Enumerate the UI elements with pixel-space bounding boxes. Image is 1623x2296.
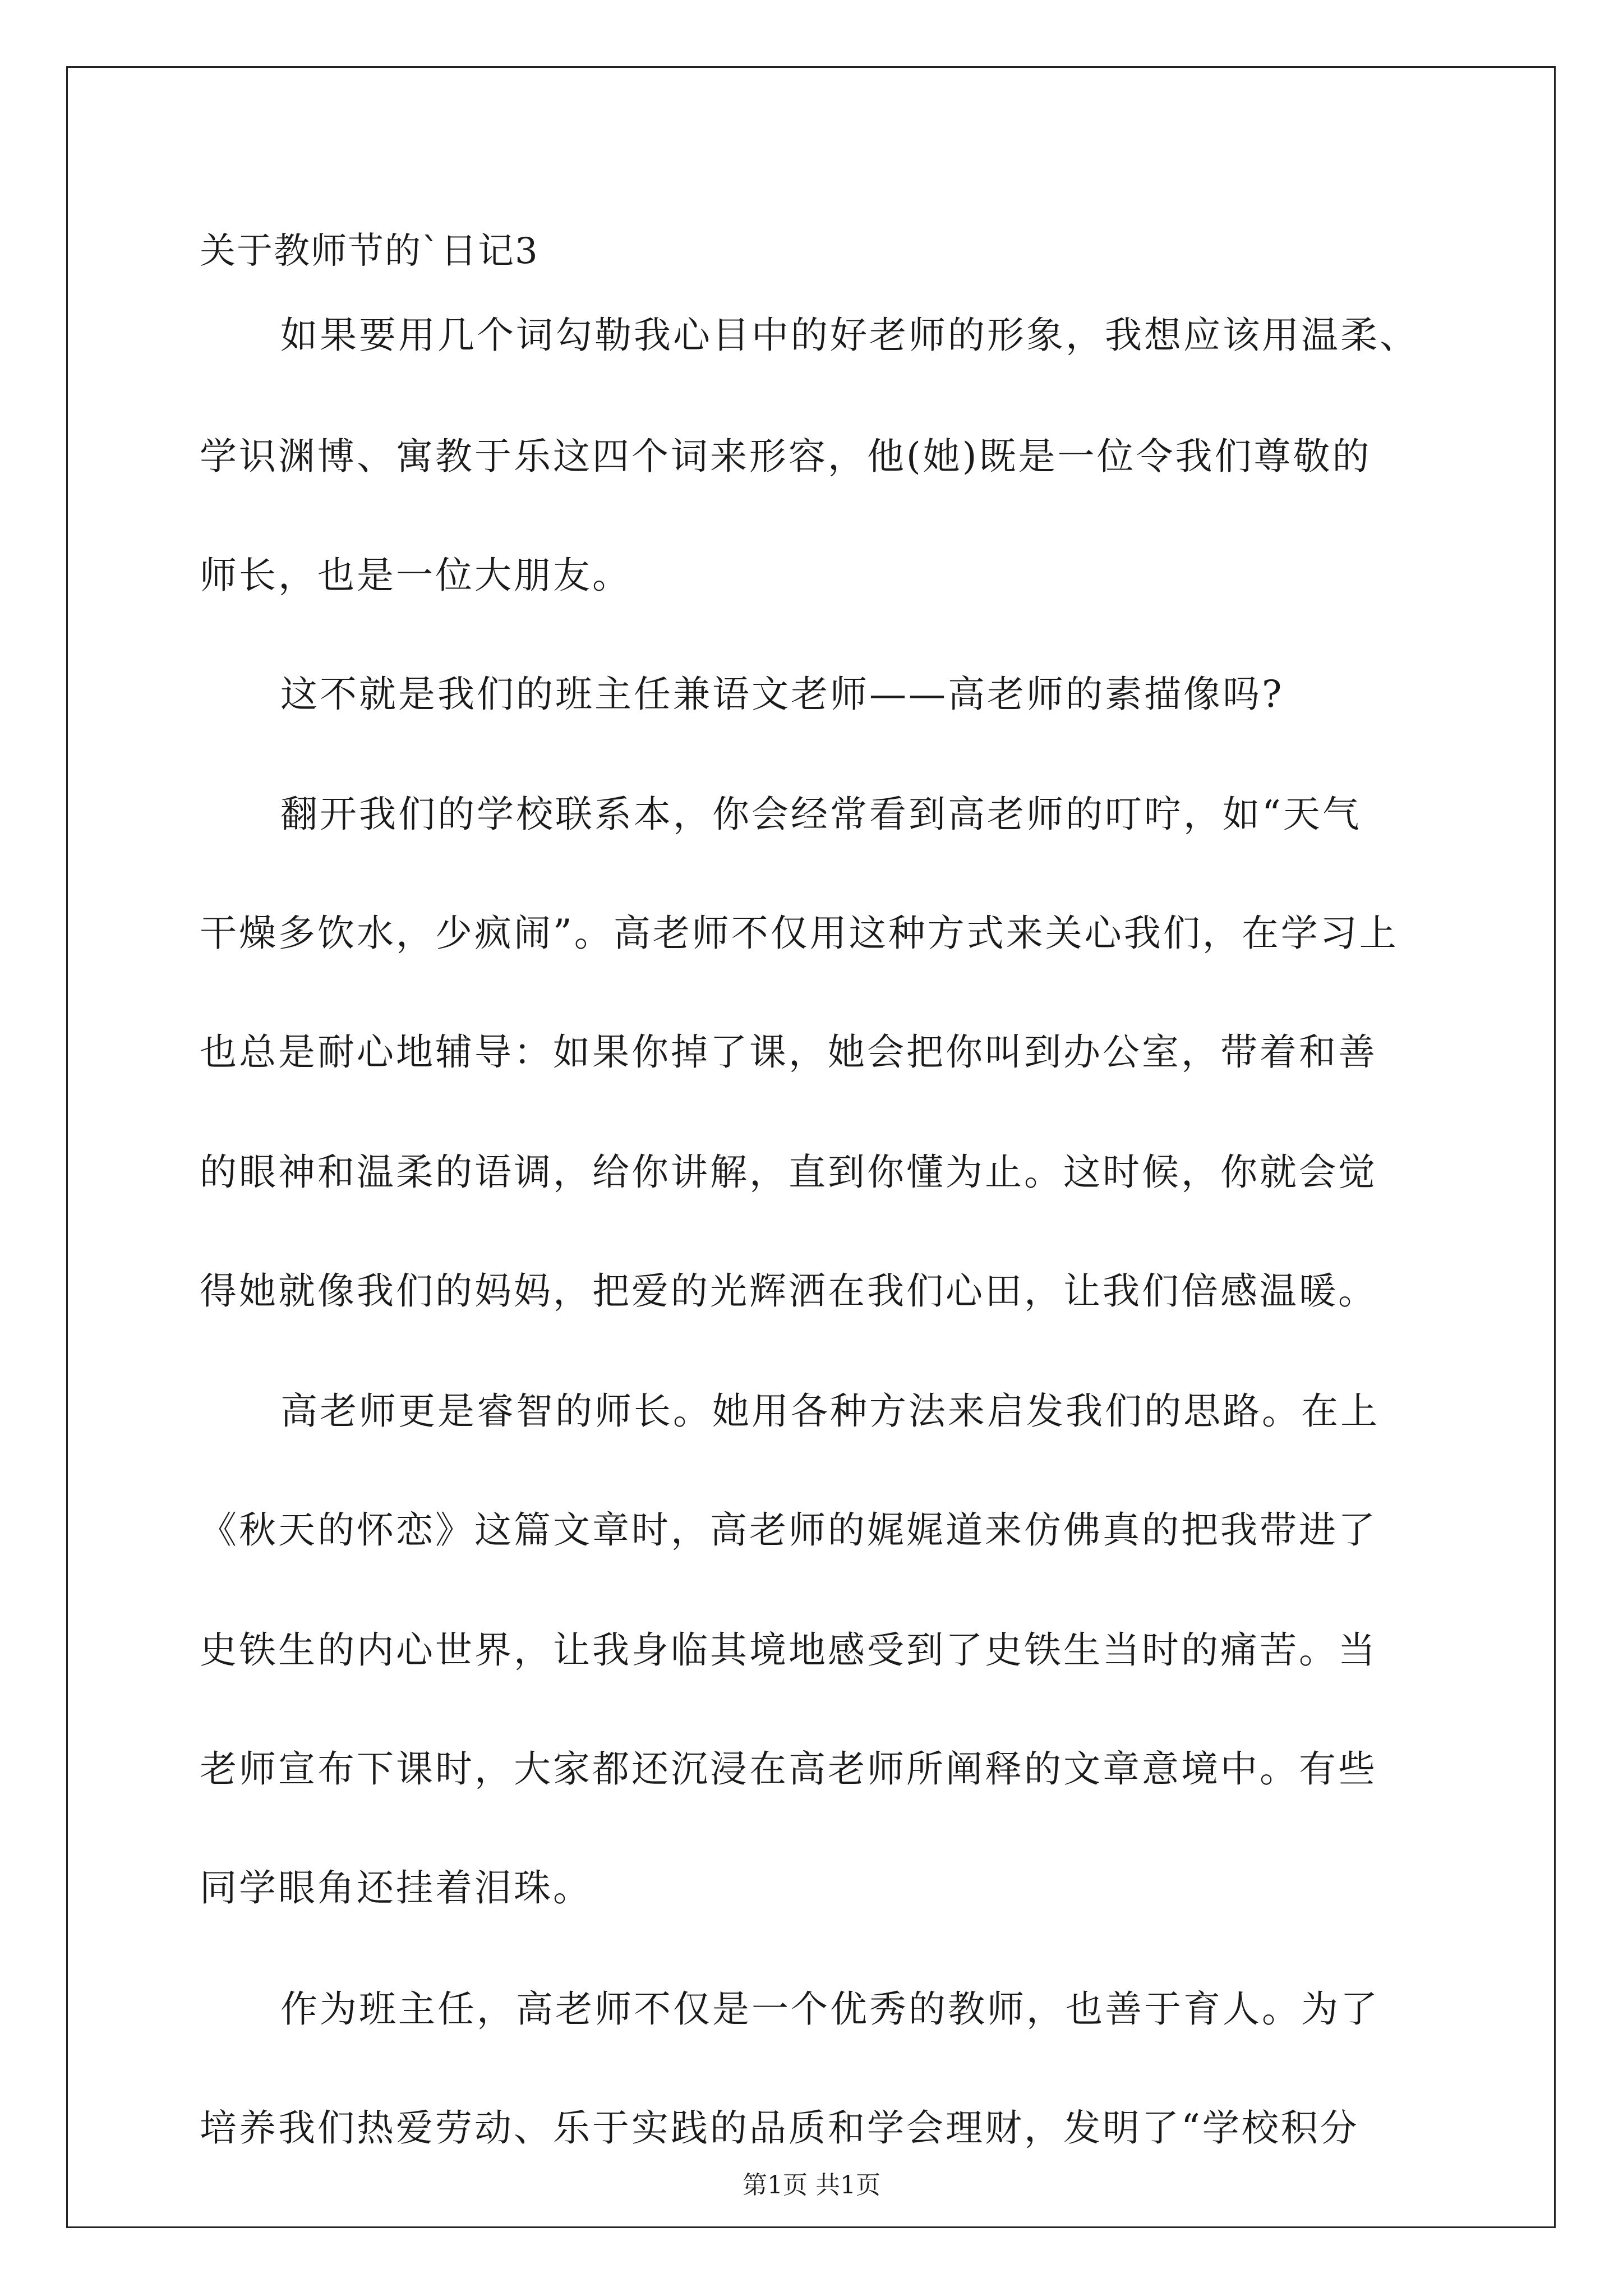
paragraph-3-line-2: 干燥多饮水，少疯闹”。高老师不仅用这种方式来关心我们，在学习上	[200, 912, 1399, 955]
paragraph-3-line-1: 翻开我们的学校联系本，你会经常看到高老师的叮咛，如“天气	[280, 793, 1362, 836]
paragraph-3-line-5: 得她就像我们的妈妈，把爱的光辉洒在我们心田，让我们倍感温暖。	[200, 1269, 1377, 1313]
paragraph-1-line-2: 学识渊博、寓教于乐这四个词来形容，他(她)既是一位令我们尊敬的	[200, 435, 1372, 478]
paragraph-4-line-4: 老师宣布下课时，大家都还沉浸在高老师所阐释的文章意境中。有些	[200, 1747, 1377, 1791]
paragraph-3-line-4: 的眼神和温柔的语调，给你讲解，直到你懂为止。这时候，你就会觉	[200, 1151, 1377, 1194]
paragraph-4-line-2: 《秋天的怀恋》这篇文章时，高老师的娓娓道来仿佛真的把我带进了	[200, 1508, 1377, 1552]
page-footer: 第1页 共1页	[743, 2171, 880, 2200]
paragraph-5-line-2: 培养我们热爱劳动、乐于实践的品质和学会理财，发明了“学校积分	[200, 2106, 1359, 2150]
paragraph-1-line-1: 如果要用几个词勾勒我心目中的好老师的形象，我想应该用温柔、	[280, 314, 1419, 357]
paragraph-4-line-5: 同学眼角还挂着泪珠。	[200, 1866, 592, 1910]
paragraph-1-line-3: 师长，也是一位大朋友。	[200, 554, 631, 597]
document-title: 关于教师节的`日记3	[200, 231, 539, 272]
paragraph-4-line-3: 史铁生的内心世界，让我身临其境地感受到了史铁生当时的痛苦。当	[200, 1628, 1377, 1672]
paragraph-4-line-1: 高老师更是睿智的师长。她用各种方法来启发我们的思路。在上	[280, 1389, 1380, 1433]
paragraph-3-line-3: 也总是耐心地辅导：如果你掉了课，她会把你叫到办公室，带着和善	[200, 1030, 1377, 1074]
paragraph-2-line-1: 这不就是我们的班主任兼语文老师——高老师的素描像吗?	[280, 673, 1284, 716]
paragraph-5-line-1: 作为班主任，高老师不仅是一个优秀的教师，也善于育人。为了	[280, 1987, 1380, 2031]
